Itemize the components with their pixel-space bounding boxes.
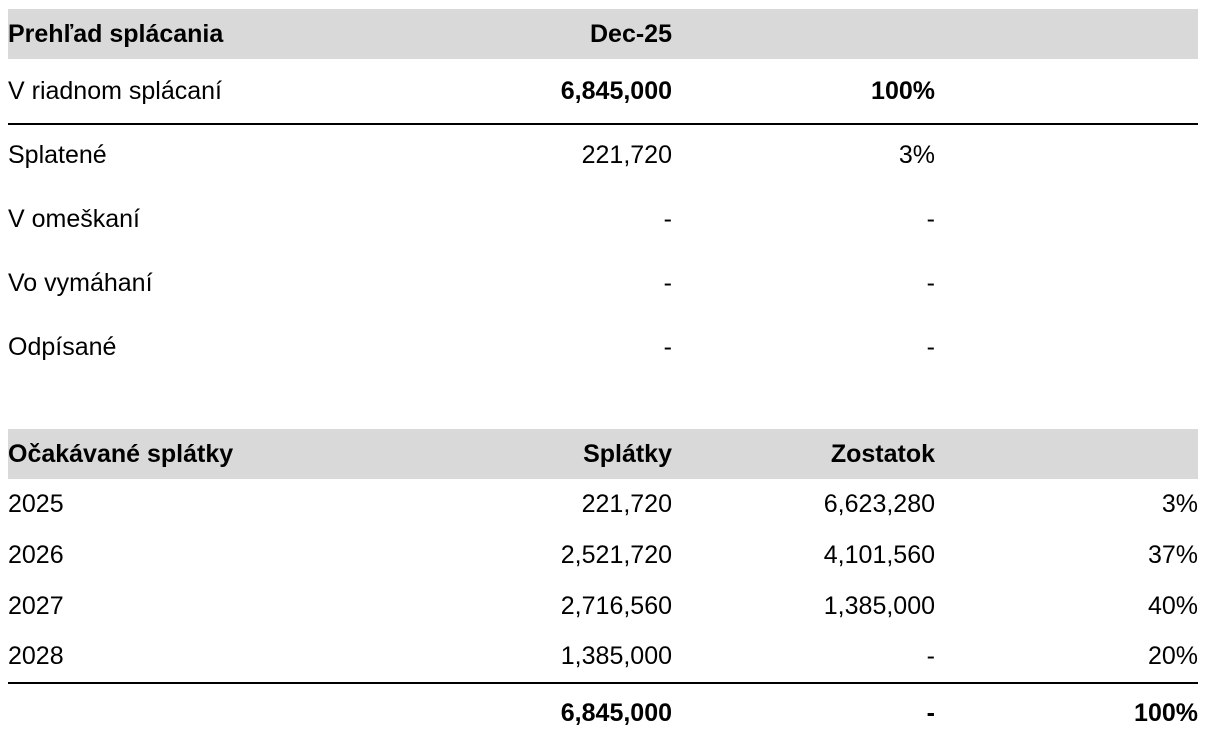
overview-total-row <box>8 59 1198 123</box>
schedule-balance: 6,623,280 <box>823 490 935 518</box>
schedule-total-balance: - <box>926 698 935 727</box>
row-label: Splatené <box>8 140 107 169</box>
schedule-title: Očakávané splátky <box>8 439 234 468</box>
schedule-total-payment: 6,845,000 <box>560 698 672 727</box>
overview-total-label: V riadnom splácaní <box>8 76 223 105</box>
schedule-payment: 1,385,000 <box>560 641 672 670</box>
schedule-row <box>8 530 1198 581</box>
schedule-percent: 37% <box>1147 541 1198 569</box>
row-amount: - <box>663 268 672 297</box>
overview-row-overdue <box>8 187 1198 251</box>
schedule-balance: - <box>926 641 935 670</box>
schedule-balance: 1,385,000 <box>823 591 935 620</box>
schedule-percent: 3% <box>1161 490 1198 518</box>
row-amount: - <box>663 204 672 233</box>
schedule-row <box>8 581 1198 631</box>
row-percent: - <box>926 204 935 233</box>
schedule-col-payments: Splátky <box>583 439 672 468</box>
row-percent: 3% <box>898 140 935 169</box>
row-label: V omeškaní <box>8 204 141 233</box>
overview-header-row <box>8 9 1198 59</box>
schedule-year: 2027 <box>8 591 64 620</box>
schedule-balance: 4,101,560 <box>823 541 935 569</box>
schedule-total-percent: 100% <box>1134 698 1198 727</box>
schedule-percent: 40% <box>1147 591 1198 620</box>
row-amount: 221,720 <box>581 140 672 169</box>
schedule-year: 2026 <box>8 541 64 569</box>
row-percent: - <box>926 332 935 361</box>
schedule-total-row <box>8 681 1198 745</box>
schedule-year: 2025 <box>8 490 64 518</box>
overview-title: Prehľad splácania <box>8 19 224 48</box>
row-label: Odpísané <box>8 332 117 361</box>
overview-total-amount: 6,845,000 <box>560 76 672 105</box>
schedule-row <box>8 479 1198 530</box>
expected-payments-table <box>8 429 1198 745</box>
overview-period: Dec-25 <box>590 19 672 48</box>
schedule-row <box>8 631 1198 681</box>
schedule-header-row <box>8 429 1198 479</box>
schedule-payment: 221,720 <box>581 490 672 518</box>
row-label: Vo vymáhaní <box>8 268 153 297</box>
schedule-percent: 20% <box>1147 641 1198 670</box>
overview-total-percent: 100% <box>871 76 935 105</box>
overview-row-repaid <box>8 123 1198 187</box>
schedule-year: 2028 <box>8 641 64 670</box>
overview-row-collection <box>8 251 1198 315</box>
schedule-payment: 2,716,560 <box>560 591 672 620</box>
overview-row-written-off <box>8 315 1198 379</box>
schedule-col-balance: Zostatok <box>830 439 935 468</box>
repayment-overview-table <box>8 9 1198 379</box>
row-amount: - <box>663 332 672 361</box>
row-percent: - <box>926 268 935 297</box>
schedule-payment: 2,521,720 <box>560 541 672 569</box>
